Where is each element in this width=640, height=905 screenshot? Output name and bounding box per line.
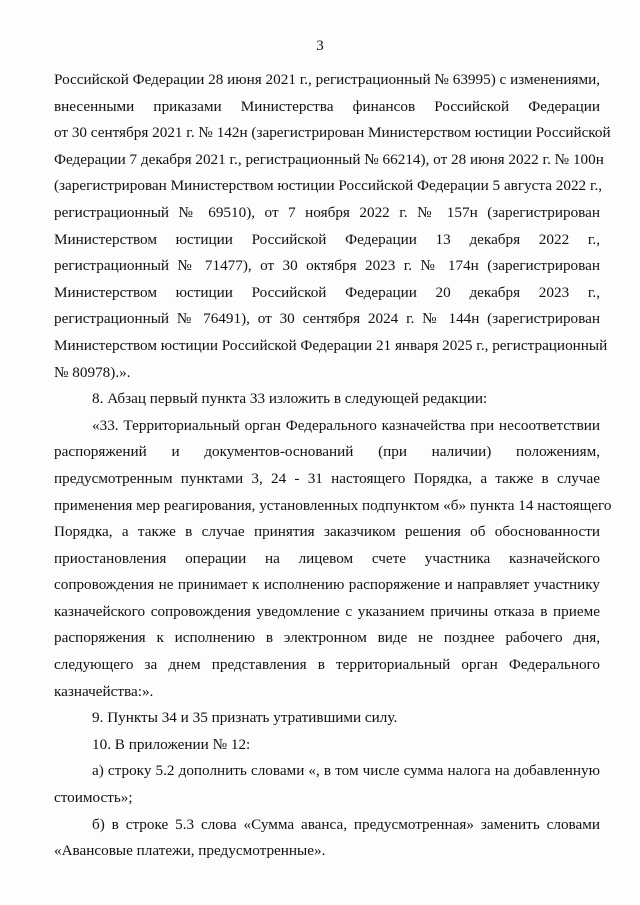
paragraph-item-33 (54, 413, 612, 706)
text-line: казначейства:». (54, 682, 154, 700)
paragraph-item-8 (54, 386, 600, 413)
paragraph-item-10a (54, 758, 600, 811)
text-line: регистрационный № 69510), от 7 ноября 2022 г. № 157н (зарегистрирован (54, 203, 600, 221)
text-line: сопровождения не принимает к исполнению распоряжение и направляет участнику (54, 576, 600, 594)
paragraph-item-9 (54, 705, 600, 732)
text-line: а) строку 5.2 дополнить словами «, в том числе сумма налога на добавленную (92, 762, 600, 780)
paragraph-item-10b (54, 812, 600, 865)
text-line: «33. Территориальный орган Федерального казначейства при несоответствии (92, 416, 600, 434)
paragraph-item-10 (54, 732, 600, 759)
text-line: 10. В приложении № 12: (92, 735, 251, 753)
text-line: Министерством юстиции Российской Федерации 20 декабря 2023 г., (54, 283, 600, 301)
text-line: внесенными приказами Министерства финансов Российской Федерации (54, 97, 600, 115)
text-line: 8. Абзац первый пункта 33 изложить в следующей редакции: (92, 390, 488, 408)
text-line: 9. Пункты 34 и 35 признать утратившими силу. (92, 709, 398, 727)
document-body (54, 67, 612, 865)
text-line: от 30 сентября 2021 г. № 142н (зарегистрирован Министерством юстиции Российской (54, 124, 611, 142)
text-line: приостановления операции на лицевом счете участника казначейского (54, 549, 600, 567)
text-line: следующего за днем представления в территориальный орган Федерального (54, 656, 600, 674)
text-line: предусмотренным пунктами 3, 24 - 31 настоящего Порядка, а также в случае (54, 469, 600, 487)
text-line: б) в строке 5.3 слова «Сумма аванса, предусмотренная» заменить словами (92, 815, 600, 833)
text-line: распоряжения к исполнению в электронном виде не позднее рабочего дня, (54, 629, 600, 647)
page-number: 3 (316, 38, 324, 54)
text-line: Порядка, а также в случае принятия заказчиком решения об обоснованности (54, 523, 600, 541)
text-line: № 80978).». (54, 363, 131, 381)
text-line: Российской Федерации 28 июня 2021 г., регистрационный № 63995) с изменениями, (54, 71, 600, 88)
text-line: регистрационный № 71477), от 30 октября 2023 г. № 174н (зарегистрирован (54, 257, 600, 275)
paragraph-continuation (54, 67, 611, 386)
text-line: «Авансовые платежи, предусмотренные». (54, 842, 326, 860)
text-line: применения мер реагирования, установленных подпунктом «б» пункта 14 настоящего (54, 496, 612, 514)
text-line: Министерством юстиции Российской Федерации 21 января 2025 г., регистрационный (54, 336, 608, 354)
text-line: распоряжений и документов-оснований (при наличии) положениям, (54, 443, 600, 461)
text-line: стоимость»; (54, 789, 133, 807)
text-line: регистрационный № 76491), от 30 сентября 2024 г. № 144н (зарегистрирован (54, 310, 600, 328)
text-line: Федерации 7 декабря 2021 г., регистрационный № 66214), от 28 июня 2022 г. № 100н (54, 150, 604, 168)
text-line: (зарегистрирован Министерством юстиции Российской Федерации 5 августа 2022 г., (54, 177, 603, 195)
text-line: Министерством юстиции Российской Федерации 13 декабря 2022 г., (54, 230, 600, 248)
text-line: казначейского сопровождения уведомление с указанием причины отказа в приеме (54, 602, 600, 620)
